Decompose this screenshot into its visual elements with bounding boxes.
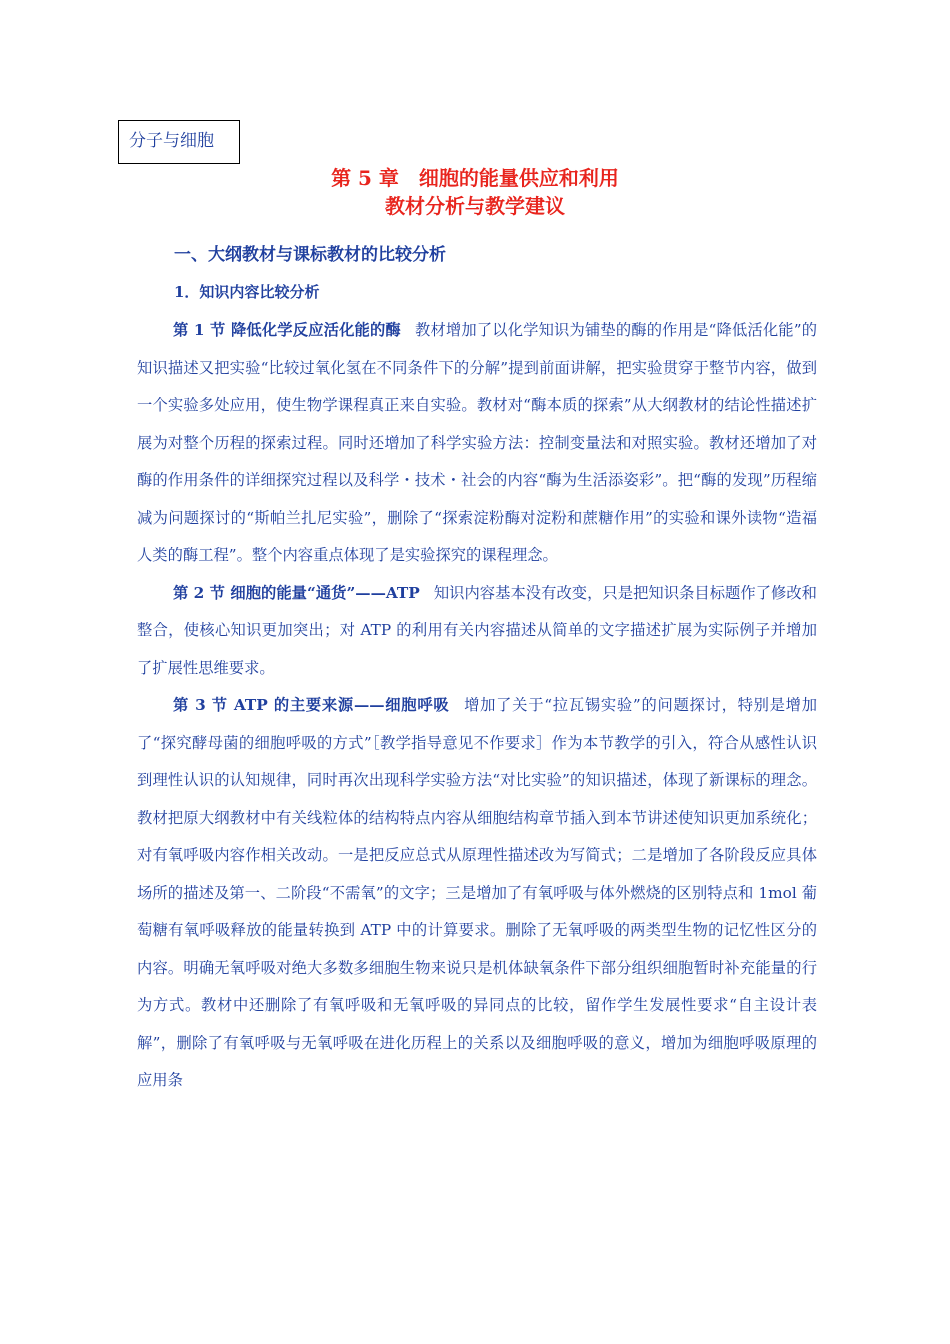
paragraph-section-3	[137, 687, 817, 1100]
paragraph-text: 增加了关于“拉瓦锡实验”的问题探讨，特别是增加了“探究酵母菌的细胞呼吸的方式”［教学指导意见不作要求］作为本节教学的引入，符合从感性认识到理性认识的认知规律，同时再次出现科学实验方法“对比实验”的知识描述，体现了新课标的理念。教材把原大纲教材中有关线粒体的结构特点内容从细胞结构章节插入到本节讲述使知识更加系统化；对有氧呼吸内容作相关改动。一是把反应总式从原理性描述改为写简式；二是增加了各阶段反应具体场所的描述及第一、二阶段“不需氧”的文字；三是增加了有氧呼吸与体外燃烧的区别特点和 1mol 葡萄糖有氧呼吸释放的能量转换到 ATP 中的计算要求。删除了无氧呼吸的两类型生物的记忆性区分的内容。明确无氧呼吸对绝大多数多细胞生物来说只是机体缺氧条件下部分组织细胞暂时补充能量的行为方式。教材中还删除了有氧呼吸和无氧呼吸的异同点的比较，留作学生发展性要求“自主设计表解”，删除了有氧呼吸与无氧呼吸在进化历程上的关系以及细胞呼吸的意义，增加为细胞呼吸原理的应用条	[137, 696, 817, 1089]
paragraph-lead: 第 2 节 细胞的能量“通货”——ATP	[173, 583, 420, 602]
subject-tag-box: 分子与细胞	[118, 120, 240, 164]
paragraph-text: 知识内容基本没有改变，只是把知识条目标题作了修改和整合，使核心知识更加突出；对 ATP 的利用有关内容描述从简单的文字描述扩展为实际例子并增加了扩展性思维要求。	[137, 583, 817, 677]
paragraph-section-1	[137, 312, 817, 575]
section-heading: 一、大纲教材与课标教材的比较分析	[174, 245, 446, 265]
body-text	[137, 312, 817, 1100]
chapter-title: 第 5 章 细胞的能量供应和利用	[331, 166, 619, 190]
subsection-heading: 1．知识内容比较分析	[174, 283, 320, 301]
paragraph-lead: 第 1 节 降低化学反应活化能的酶	[173, 321, 401, 339]
chapter-title-block	[0, 164, 950, 220]
paragraph-lead: 第 3 节 ATP 的主要来源——细胞呼吸	[173, 696, 450, 714]
chapter-subtitle: 教材分析与教学建议	[385, 194, 565, 218]
paragraph-section-2	[137, 575, 817, 688]
paragraph-text: 教材增加了以化学知识为铺垫的酶的作用是“降低活化能”的知识描述又把实验“比较过氧化氢在不同条件下的分解”提到前面讲解，把实验贯穿于整节内容，做到一个实验多处应用，使生物学课程真正来自实验。教材对“酶本质的探索”从大纲教材的结论性描述扩展为对整个历程的探索过程。同时还增加了科学实验方法：控制变量法和对照实验。教材还增加了对酶的作用条件的详细探究过程以及科学・技术・社会的内容“酶为生活添姿彩”。把“酶的发现”历程缩减为问题探讨的“斯帕兰扎尼实验”，删除了“探索淀粉酶对淀粉和蔗糖作用”的实验和课外读物“造福人类的酶工程”。整个内容重点体现了是实验探究的课程理念。	[137, 321, 817, 564]
